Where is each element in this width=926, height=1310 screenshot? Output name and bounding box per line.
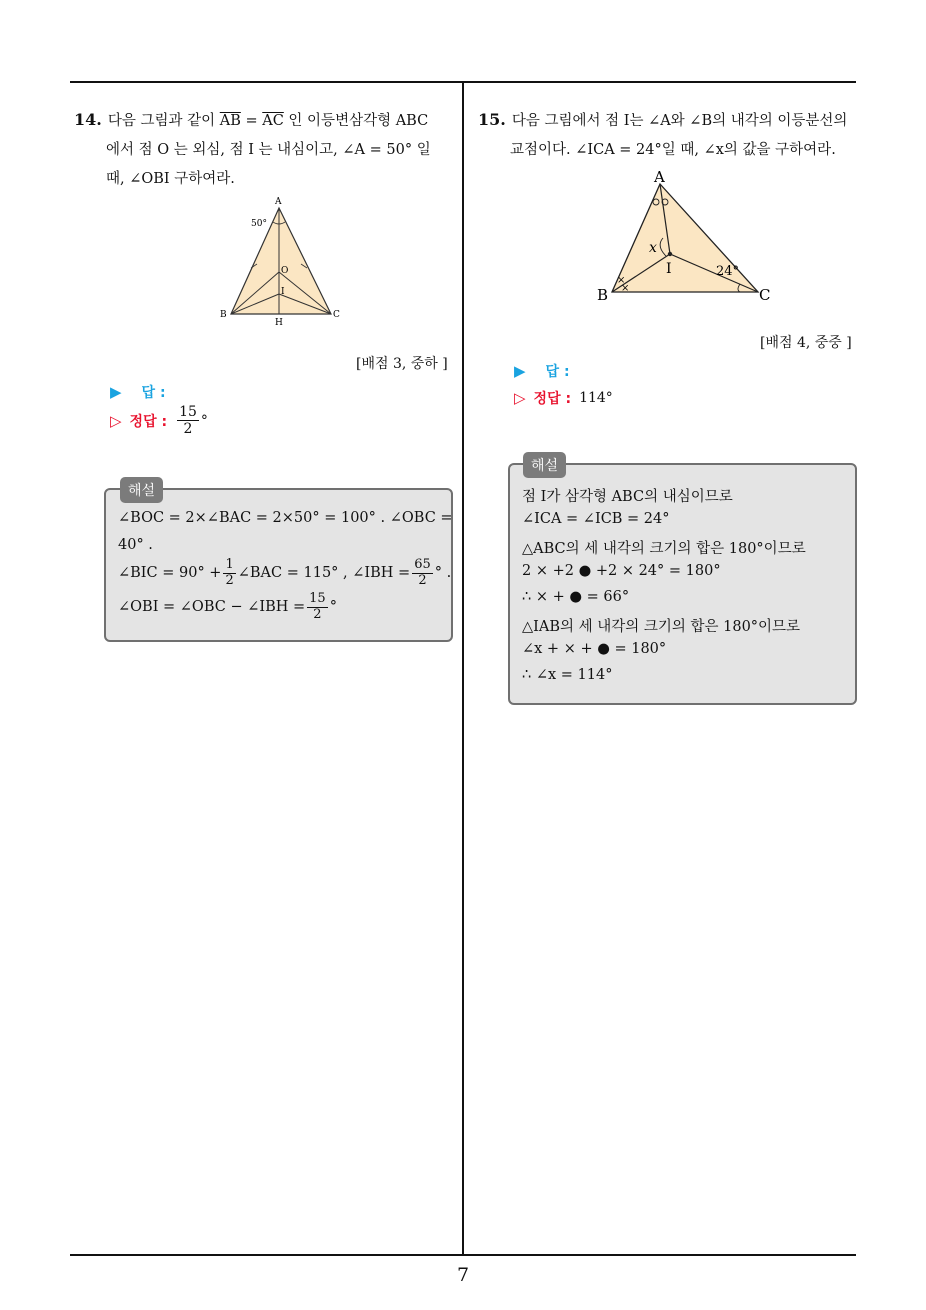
label-o: O: [281, 266, 289, 276]
label-a: A: [654, 168, 665, 186]
correct-answer-label: 정답 :: [533, 391, 572, 407]
solution-tag-14: 해설: [120, 477, 163, 503]
label-a: A: [275, 197, 282, 207]
label-x: x: [649, 240, 657, 256]
angle-mark-cross: ×: [621, 283, 630, 294]
solution-box-14: ∠BOC = 2×∠BAC = 2×50° = 100° . ∠OBC = 40° . ∠BIC = 90° + $\frac{1}{2}$ ∠BAC = 115° , ∠IBH = $\frac{65}{2}$ ° . ∠OBI = ∠OBC − ∠IBH = $\frac{15}{2}$ °: [104, 488, 453, 642]
bottom-rule: [70, 1254, 856, 1256]
play-triangle-icon: ▶: [110, 383, 122, 401]
question-15: 15. 다음 그림에서 점 I는 ∠A와 ∠B의 내각의 이등분선의 교점이다. ∠ICA = 24°일 때, ∠x의 값을 구하여라.: [478, 110, 848, 158]
label-c: C: [333, 310, 340, 320]
correct-answer-label: 정답 :: [129, 413, 168, 430]
page-number: 7: [456, 1264, 470, 1286]
figure-15: [590, 166, 780, 311]
column-divider: [462, 82, 464, 1256]
question-number: 14.: [74, 110, 102, 129]
play-triangle-icon: ▶: [514, 362, 526, 380]
correct-answer-fraction: $\frac{15}{2}$: [179, 404, 197, 438]
question-14: 14. 다음 그림과 같이 $\overline{AB} = \overline{AC}$ 인 이등변삼각형 ABC 에서 점 O 는 외심, 점 I 는 내심이고, ∠A = 50° 일 때, ∠OBI 구하여라.: [74, 110, 431, 187]
correct-answer-value: 114°: [579, 390, 613, 406]
solution-tag-15: 해설: [523, 452, 566, 478]
outline-triangle-icon: ▷: [110, 411, 122, 430]
solution-box-15: 점 I가 삼각형 ABC의 내심이므로 ∠ICA = ∠ICB = 24° △ABC의 세 내각의 크기의 합은 180°이므로 2 × +2 ● +2 × 24° = 180° ∴ × + ● = 66° △IAB의 세 내각의 크기의 합은 180°이므로 ∠x + × + ● = 180° ∴ ∠x = 114°: [508, 463, 857, 705]
answer-row-14: [110, 382, 166, 402]
label-i: I: [281, 287, 285, 297]
label-angle-24: 24°: [716, 264, 740, 279]
correct-answer-row-14: ▷ 정답 : $\frac{15}{2}$ °: [110, 404, 208, 438]
angle-mark-cross: ×: [617, 275, 626, 286]
answer-label: 답 :: [545, 364, 570, 380]
question-number: 15.: [478, 110, 506, 129]
outline-triangle-icon: ▷: [514, 389, 526, 407]
label-angle-50: 50°: [251, 219, 267, 229]
label-h: H: [275, 318, 283, 328]
point-i: [668, 252, 672, 256]
label-b: B: [220, 310, 227, 320]
label-c: C: [759, 286, 771, 304]
figure-14: [215, 192, 355, 332]
score-14: [배점 3, 중하 ]: [356, 356, 448, 372]
answer-label: 답 :: [141, 385, 166, 401]
correct-answer-row-15: [514, 388, 613, 408]
label-i: I: [666, 261, 672, 277]
answer-row-15: [514, 361, 570, 381]
label-b: B: [597, 286, 609, 304]
score-15: [배점 4, 중중 ]: [760, 335, 852, 351]
